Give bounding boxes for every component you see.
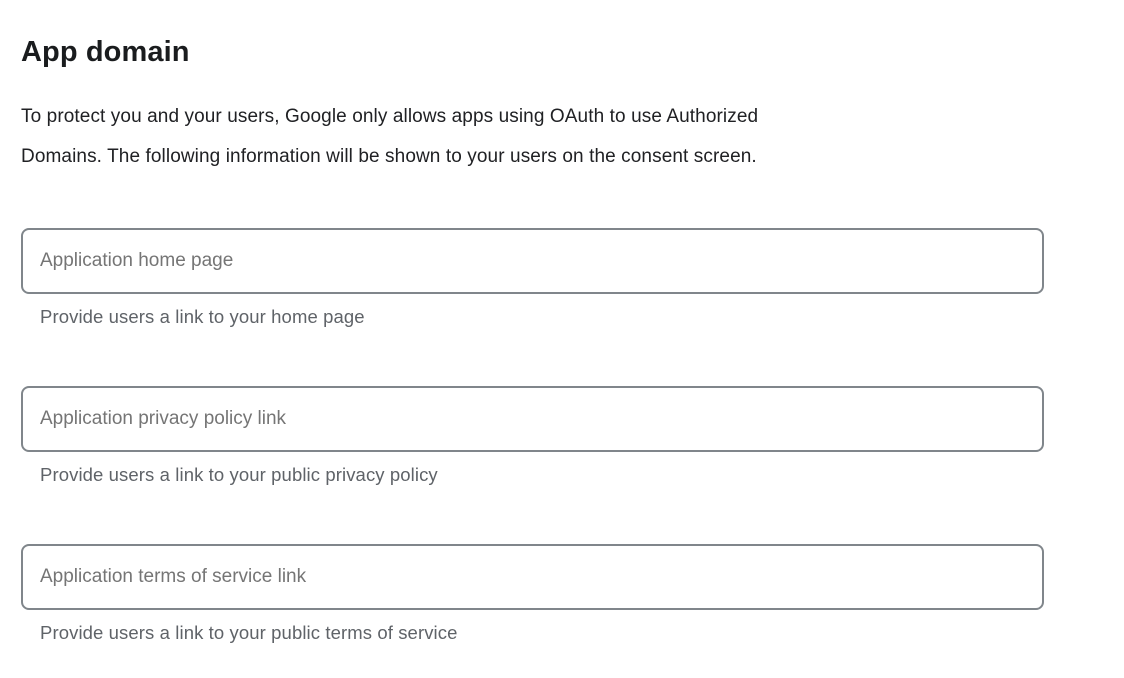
- application-terms-of-service-link-helper-text: Provide users a link to your public terms of service: [40, 622, 458, 643]
- description-line: Domains. The following information will be shown to your users on the consent screen.: [21, 146, 757, 167]
- application-home-page-input[interactable]: [21, 228, 1044, 294]
- application-privacy-policy-link-input[interactable]: [21, 386, 1044, 452]
- field-application-terms-of-service-link: [21, 544, 1124, 644]
- application-privacy-policy-link-helper-text: Provide users a link to your public privacy policy: [40, 464, 438, 485]
- application-home-page-helper-text: Provide users a link to your home page: [40, 306, 365, 327]
- field-application-home-page: [21, 228, 1124, 328]
- application-terms-of-service-link-input[interactable]: [21, 544, 1044, 610]
- description-line: To protect you and your users, Google only allows apps using OAuth to use Authorized: [21, 106, 759, 127]
- app-domain-fields: [21, 228, 1124, 644]
- section-description: [21, 97, 1124, 177]
- section-title: App domain: [21, 36, 190, 68]
- field-application-privacy-policy-link: [21, 386, 1124, 486]
